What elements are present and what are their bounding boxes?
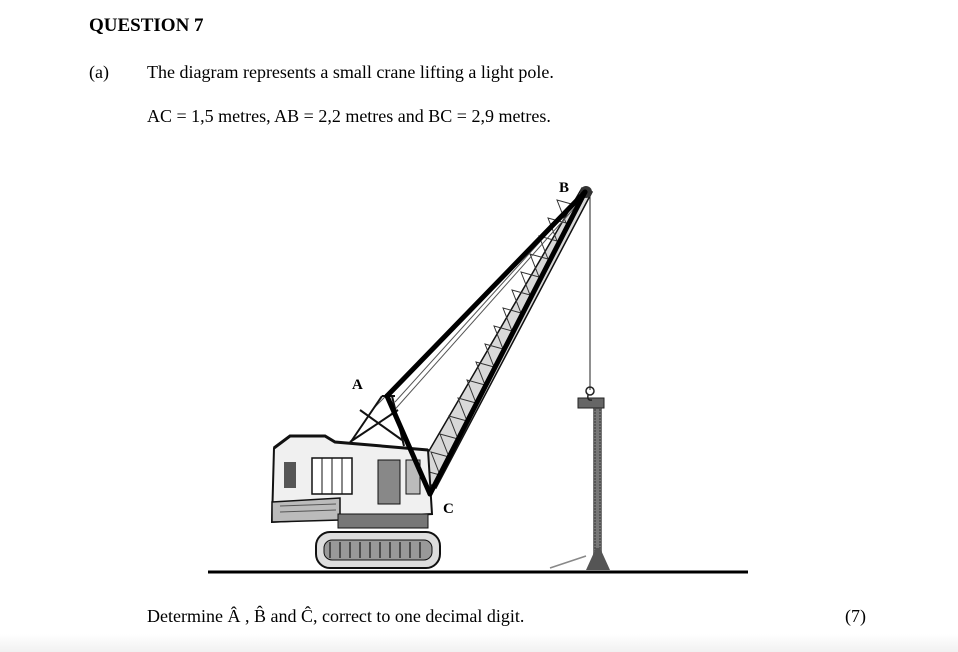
given-lengths <box>147 106 551 127</box>
crane-diagram <box>200 170 760 580</box>
question-title: QUESTION 7 <box>89 15 204 36</box>
marks-allocation: (7) <box>845 606 866 626</box>
crawler-tracks <box>316 514 440 568</box>
part-label: (a) <box>89 62 109 82</box>
vertex-label-a: A <box>352 377 363 393</box>
light-pole <box>550 398 610 570</box>
task-instruction: Determine Â , B̂ and Ĉ, correct to one decimal digit. <box>147 606 525 626</box>
side-bc <box>430 192 585 494</box>
given-ac: AC = 1,5 metres, <box>147 106 271 126</box>
vertex-label-b: B <box>559 180 570 196</box>
hoist-rope <box>586 192 594 400</box>
given-bc: BC = 2,9 metres. <box>428 106 551 126</box>
given-ab: AB = 2,2 metres and <box>274 106 424 126</box>
vertex-label-c: C <box>443 501 454 517</box>
part-intro: The diagram represents a small crane lifting a light pole. <box>147 62 554 82</box>
page-bottom-edge <box>0 634 958 652</box>
